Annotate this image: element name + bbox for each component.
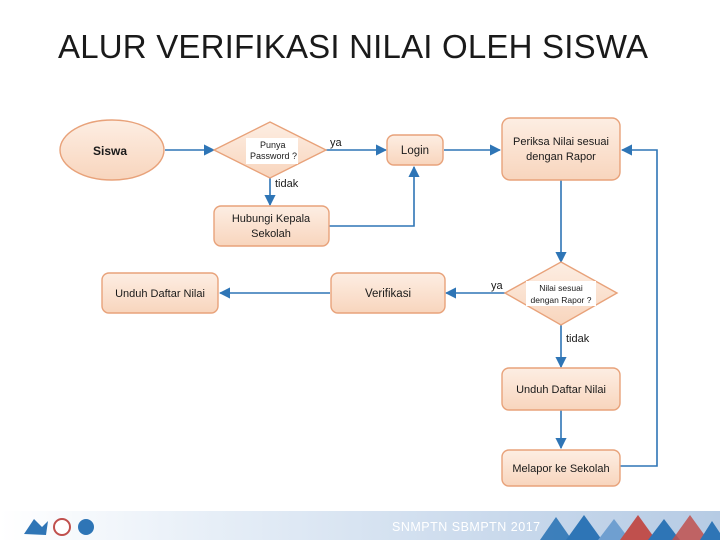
node-periksa-label-1: Periksa Nilai sesuai [513, 136, 609, 148]
node-hubungi-label-1: Hubungi Kepala [231, 213, 311, 225]
node-punya-password-label-1: Punya [260, 140, 286, 150]
node-unduh-right-label: Unduh Daftar Nilai [516, 384, 606, 396]
edge-hubungi-to-login [329, 167, 414, 226]
edge-melapor-to-periksa [620, 150, 657, 466]
footer-text: SNMPTN SBMPTN 2017 [392, 520, 541, 534]
node-punya-password-label-2: Password ? [250, 151, 298, 161]
logo-icons [24, 519, 94, 535]
node-periksa-label-2: dengan Rapor [526, 151, 596, 163]
node-hubungi-label-2: Sekolah [251, 228, 291, 240]
node-verifikasi-label: Verifikasi [364, 288, 412, 300]
edge-label-ya-top: ya [330, 137, 342, 149]
edge-label-ya-mid: ya [491, 280, 503, 292]
page-title: ALUR VERIFIKASI NILAI OLEH SISWA [58, 28, 649, 65]
node-melapor-label: Melapor ke Sekolah [512, 463, 610, 475]
logo-middle-icon [54, 519, 70, 535]
node-hubungi-shape [214, 206, 329, 246]
logo-right-icon [78, 519, 94, 535]
footer-banner [0, 511, 720, 540]
node-unduh-left-label: Unduh Daftar Nilai [115, 288, 205, 300]
node-login-label: Login [400, 145, 430, 157]
edge-label-tidak-top: tidak [275, 178, 299, 190]
node-nilai-sesuai-label-1: Nilai sesuai [539, 283, 583, 293]
node-nilai-sesuai-label-2: dengan Rapor ? [530, 295, 592, 305]
node-periksa-shape [502, 118, 620, 180]
edge-label-tidak-mid: tidak [566, 333, 590, 345]
node-siswa-label: Siswa [92, 144, 128, 158]
